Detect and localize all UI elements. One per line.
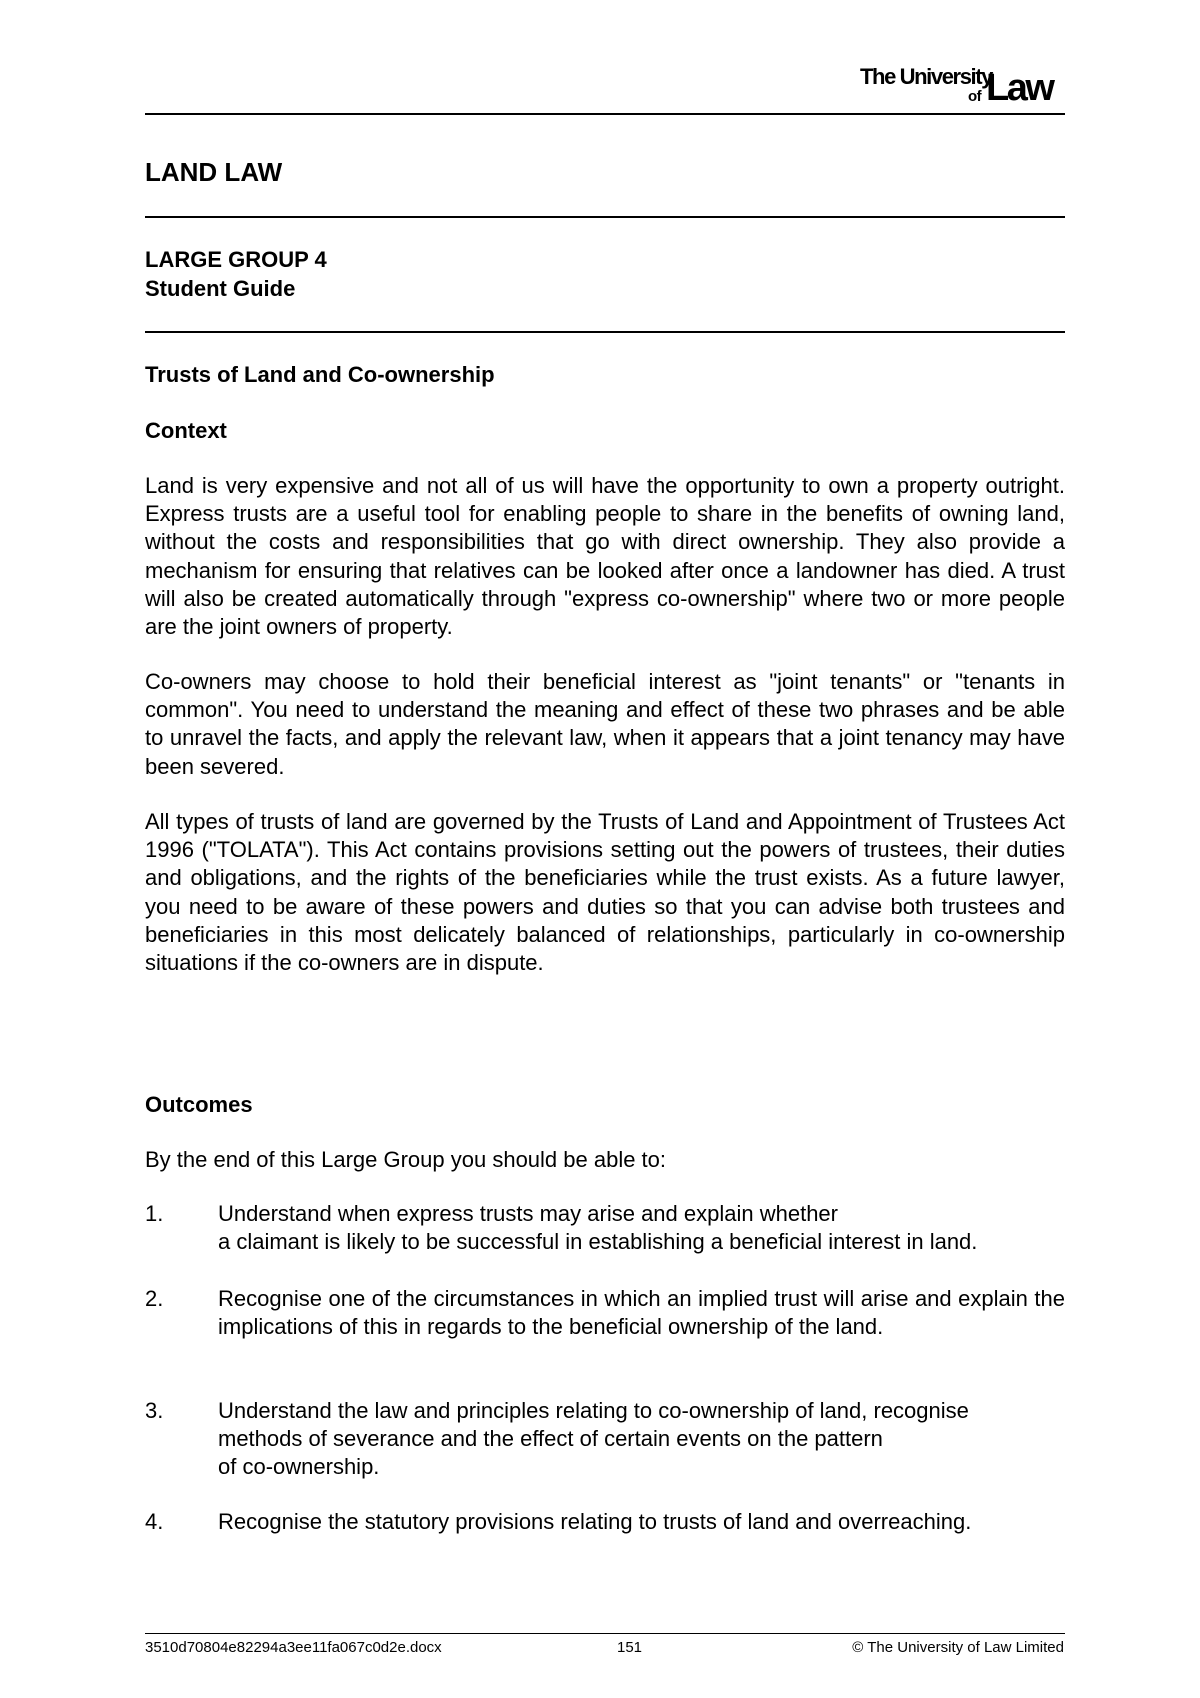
- subtitle-divider: [145, 331, 1065, 333]
- outcome-text: Recognise one of the circumstances in which an implied trust will arise and explain the implications of this in regards to the beneficial ownership of the land.: [218, 1286, 1065, 1340]
- guide-label: Student Guide: [145, 276, 296, 301]
- outcome-number: 2.: [145, 1286, 164, 1311]
- outcome-item-1: [145, 1200, 1065, 1260]
- outcome-line: Understand when express trusts may arise and explain whether: [218, 1201, 838, 1226]
- page-title: LAND LAW: [145, 157, 283, 187]
- outcome-line: of co-ownership.: [218, 1454, 380, 1480]
- outcome-item-4: [145, 1508, 1065, 1538]
- outcome-item-2: [145, 1285, 1065, 1375]
- university-logo: [860, 64, 1065, 109]
- outcome-line: Understand the law and principles relating to co-ownership of land, recognise: [218, 1398, 969, 1423]
- outcome-number: 1.: [145, 1201, 164, 1226]
- logo-text-university: The University: [860, 64, 993, 89]
- outcome-item-3: [145, 1397, 1065, 1487]
- logo-text-of: of: [968, 88, 981, 105]
- outcome-number: 3.: [145, 1398, 164, 1423]
- footer-copyright: © The University of Law Limited: [852, 1639, 1064, 1656]
- outcome-text: Recognise the statutory provisions relating to trusts of land and overreaching.: [218, 1509, 972, 1534]
- outcomes-intro: By the end of this Large Group you should be able to:: [145, 1147, 667, 1172]
- footer-filename: 3510d70804e82294a3ee11fa067c0d2e.docx: [145, 1639, 442, 1656]
- context-paragraph-1: Land is very expensive and not all of us will have the opportunity to own a property outright. Express trusts are a useful tool for enabling people to share in the benefits of owning land, without the costs and responsibilities that go with direct ownership. They also provide a mechanism for ensuring that relatives can be looked after once a landowner has died. A trust will also be created automatically through "express co-ownership" where two or more people are the joint owners of property.: [145, 473, 1065, 640]
- outcome-number: 4.: [145, 1509, 164, 1534]
- title-divider: [145, 216, 1065, 218]
- footer-page-number: 151: [617, 1639, 643, 1656]
- context-paragraph-2: Co-owners may choose to hold their beneficial interest as "joint tenants" or "tenants in common". You need to understand the meaning and effect of these two phrases and be able to unravel the facts, and apply the relevant law, when it appears that a joint tenancy may have been severed.: [145, 669, 1065, 779]
- group-label: LARGE GROUP 4: [145, 247, 327, 272]
- outcomes-heading: Outcomes: [145, 1092, 253, 1117]
- outcome-line: methods of severance and the effect of certain events on the pattern: [218, 1426, 883, 1452]
- topic-heading: Trusts of Land and Co-ownership: [145, 362, 495, 387]
- footer-divider: [145, 1633, 1065, 1634]
- outcome-line: a claimant is likely to be successful in establishing a beneficial interest in land.: [218, 1229, 978, 1255]
- header-divider: [145, 113, 1065, 115]
- context-paragraph-3: All types of trusts of land are governed by the Trusts of Land and Appointment of Trustees Act 1996 ("TOLATA"). This Act contains provisions setting out the powers of trustees, their duties and obligations, and the rights of the beneficiaries while the trust exists. As a future lawyer, you need to be aware of these powers and duties so that you can advise both trustees and beneficiaries in this most delicately balanced of relationships, particularly in co-ownership situations if the co-owners are in dispute.: [145, 809, 1065, 976]
- context-heading: Context: [145, 418, 227, 443]
- logo-text-law: Law: [986, 67, 1053, 109]
